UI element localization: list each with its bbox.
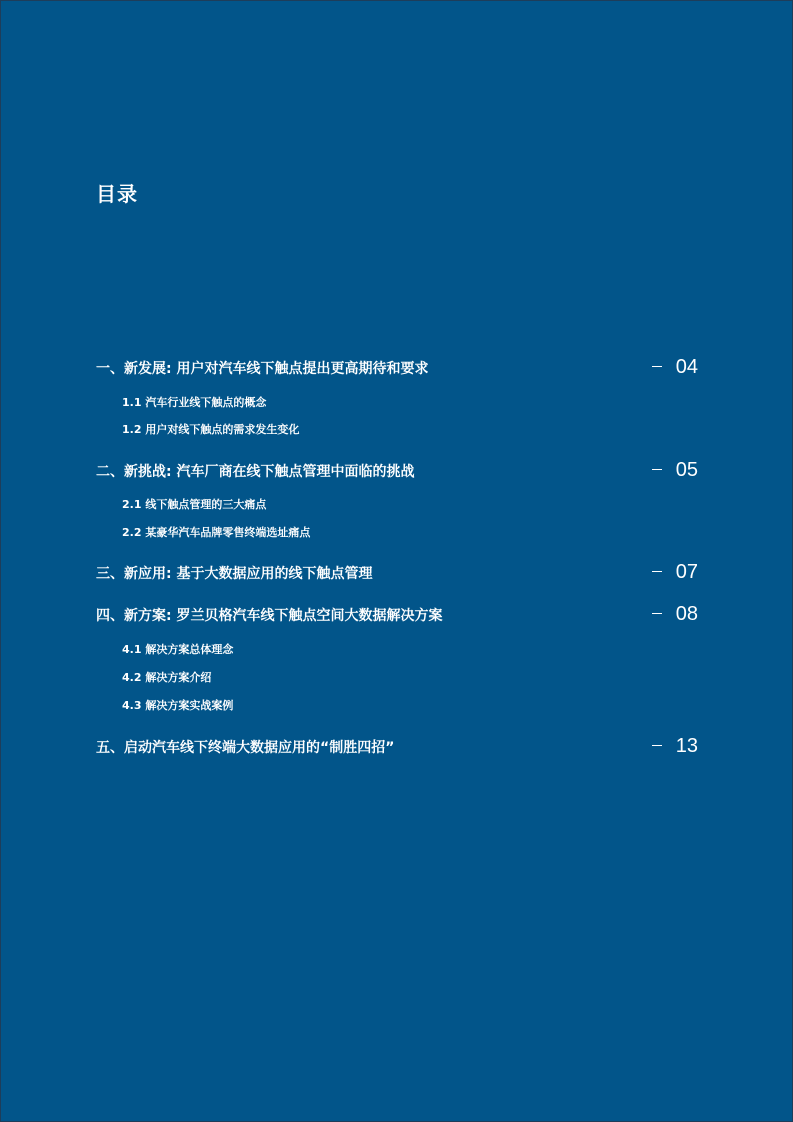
toc-chapter-row[interactable] bbox=[96, 356, 698, 382]
page-number: 08 bbox=[675, 603, 698, 625]
dash-icon bbox=[652, 571, 662, 572]
dash-icon bbox=[652, 366, 662, 367]
toc-chapter-row[interactable] bbox=[96, 561, 698, 587]
toc-chapter-title: 五、启动汽车线下终端大数据应用的“制胜四招” bbox=[96, 740, 395, 756]
dash-icon bbox=[652, 745, 662, 746]
toc-section-item[interactable]: 2.2 某豪华汽车品牌零售终端选址痛点 bbox=[122, 526, 311, 539]
toc-page-number bbox=[652, 356, 698, 379]
toc-chapter-title: 二、新挑战: 汽车厂商在线下触点管理中面临的挑战 bbox=[96, 464, 415, 480]
page-number: 13 bbox=[675, 735, 698, 757]
toc-page-number bbox=[652, 603, 698, 626]
toc-page-number bbox=[652, 561, 698, 584]
toc-chapter-row[interactable] bbox=[96, 735, 698, 761]
toc-section-item[interactable]: 4.1 解决方案总体理念 bbox=[122, 643, 234, 656]
toc-chapter-row[interactable] bbox=[96, 603, 698, 629]
toc-chapter-row[interactable] bbox=[96, 459, 698, 485]
page-number: 05 bbox=[675, 459, 698, 481]
dash-icon bbox=[652, 613, 662, 614]
toc-chapter-title: 四、新方案: 罗兰贝格汽车线下触点空间大数据解决方案 bbox=[96, 608, 443, 624]
toc-section-item[interactable]: 2.1 线下触点管理的三大痛点 bbox=[122, 498, 267, 511]
toc-page-number bbox=[652, 735, 698, 758]
toc-chapter-title: 一、新发展: 用户对汽车线下触点提出更高期待和要求 bbox=[96, 361, 429, 377]
toc-page-number bbox=[652, 459, 698, 482]
toc-title: 目录 bbox=[96, 182, 138, 206]
page-number: 04 bbox=[675, 356, 698, 378]
toc-section-item[interactable]: 1.2 用户对线下触点的需求发生变化 bbox=[122, 423, 300, 436]
toc-section-item[interactable]: 4.3 解决方案实战案例 bbox=[122, 699, 234, 712]
toc-chapter-title: 三、新应用: 基于大数据应用的线下触点管理 bbox=[96, 566, 373, 582]
toc-section-item[interactable]: 1.1 汽车行业线下触点的概念 bbox=[122, 396, 267, 409]
toc-section-item[interactable]: 4.2 解决方案介绍 bbox=[122, 671, 212, 684]
page-number: 07 bbox=[675, 561, 698, 583]
dash-icon bbox=[652, 469, 662, 470]
